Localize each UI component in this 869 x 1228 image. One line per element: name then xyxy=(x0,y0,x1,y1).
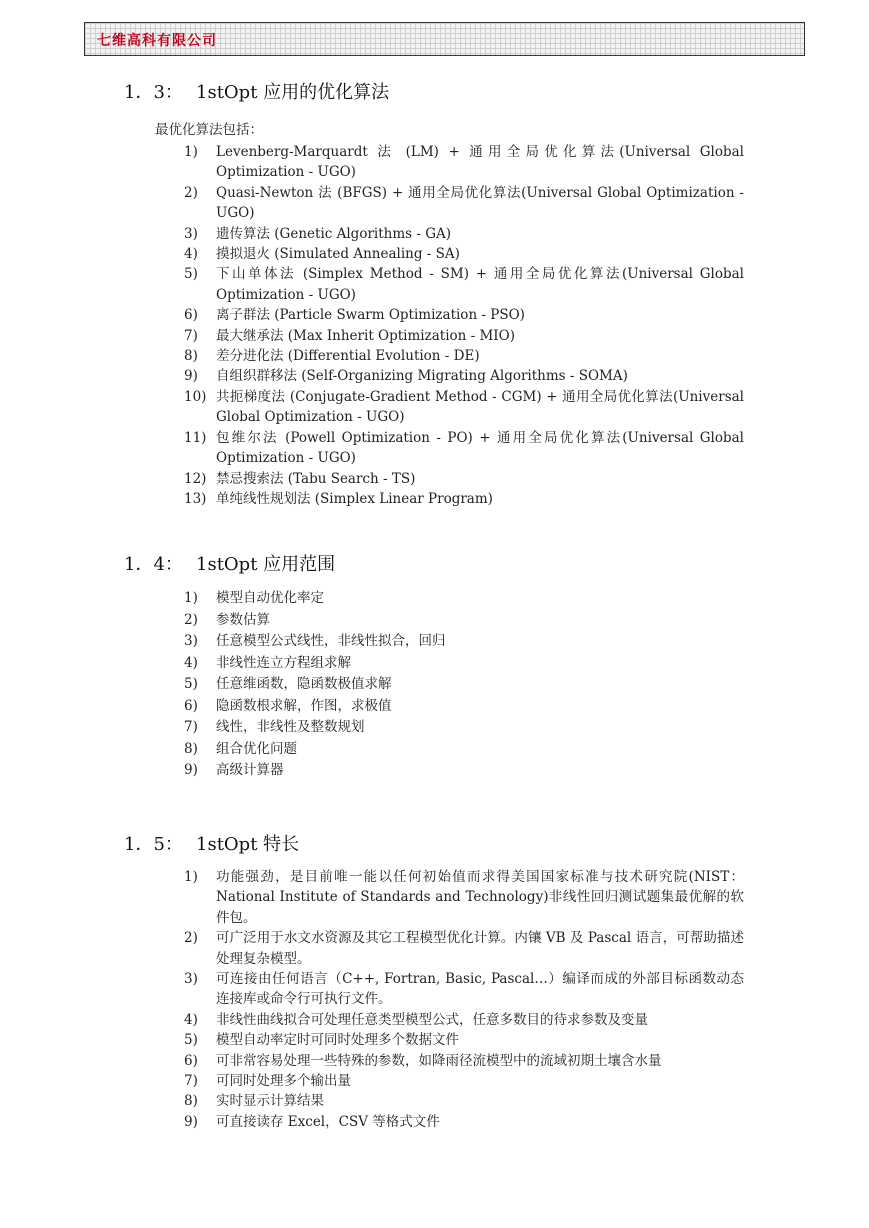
list-item: 7) 可同时处理多个输出量 xyxy=(184,1073,351,1090)
list-item: 3) 可连接由任何语言（C++, Fortran, Basic, Pascal…）编译而成的外部目标函数动态连接库或命令行可执行文件。 xyxy=(184,971,744,1008)
list-item: 4) 非线性曲线拟合可处理任意类型模型公式，任意多数目的待求参数及变量 xyxy=(184,1011,648,1028)
list-item: 4) 非线性连立方程组求解 xyxy=(184,654,351,671)
list-item: 9) 自组织群移法 (Self-Organizing Migrating Algorithms - SOMA) xyxy=(184,368,628,385)
section-number: 1．3： xyxy=(124,82,183,103)
list-item: 1) 模型自动优化率定 xyxy=(184,590,324,606)
list-item: 1) 功能强劲，是目前唯一能以任何初始值而求得美国国家标准与技术研究院(NIST：National Institute of Standards and Technology)非线性回归测试题集最优解的软件包。 xyxy=(184,869,744,926)
list-item: 13) 单纯线性规划法 (Simplex Linear Program) xyxy=(184,490,493,507)
list-item: 1) Levenberg-Marquardt 法 (LM) + 通用全局优化算法(Universal Global Optimization - UGO) xyxy=(184,144,744,181)
features-list xyxy=(184,867,744,1132)
list-item: 9) 高级计算器 xyxy=(184,762,284,778)
list-item: 9) 可直接读存 Excel，CSV 等格式文件 xyxy=(184,1113,440,1130)
application-list xyxy=(184,588,744,782)
list-item: 6) 可非常容易处理一些特殊的参数，如降雨径流模型中的流域初期土壤含水量 xyxy=(184,1052,662,1069)
list-item: 10) 共扼梯度法 (Conjugate-Gradient Method - CGM) + 通用全局优化算法(Universal Global Optimization - UGO) xyxy=(184,388,744,426)
list-item: 6) 隐函数根求解，作图，求极值 xyxy=(184,697,392,714)
list-item: 8) 差分进化法 (Differential Evolution - DE) xyxy=(184,348,480,365)
list-item: 2) Quasi-Newton 法 (BFGS) + 通用全局优化算法(Universal Global Optimization - UGO) xyxy=(184,184,744,222)
section-title: 1stOpt 应用范围 xyxy=(196,554,336,575)
section-title: 1stOpt 特长 xyxy=(196,834,300,855)
list-item: 11) 包维尔法 (Powell Optimization - PO) + 通用全局优化算法(Universal Global Optimization - UGO) xyxy=(184,429,744,467)
algorithm-list xyxy=(184,142,744,509)
section-title: 1stOpt 应用的优化算法 xyxy=(196,82,390,103)
list-item: 2) 可广泛用于水文水资源及其它工程模型优化计算。内镶 VB 及 Pascal 语言，可帮助描述处理复杂模型。 xyxy=(184,930,744,967)
list-item: 7) 最大继承法 (Max Inherit Optimization - MIO) xyxy=(184,327,515,344)
section-number: 1．4： xyxy=(124,554,183,575)
list-item: 12) 禁忌搜索法 (Tabu Search - TS) xyxy=(184,470,416,487)
list-item: 2) 参数估算 xyxy=(184,611,270,628)
page-header xyxy=(84,22,805,56)
section-intro: 最优化算法包括： xyxy=(155,122,263,138)
list-item: 4) 摸拟退火 (Simulated Annealing - SA) xyxy=(184,246,460,263)
list-item: 6) 离子群法 (Particle Swarm Optimization - PSO) xyxy=(184,307,525,324)
list-item: 5) 模型自动率定时可同时处理多个数据文件 xyxy=(184,1032,459,1049)
list-item: 7) 线性，非线性及整数规划 xyxy=(184,719,365,735)
section-heading-1-3 xyxy=(124,78,389,104)
section-heading-1-4 xyxy=(124,550,335,576)
list-item: 5) 任意维函数，隐函数极值求解 xyxy=(184,676,392,692)
list-item: 8) 实时显示计算结果 xyxy=(184,1093,324,1110)
section-heading-1-5 xyxy=(124,830,299,856)
list-item: 8) 组合优化问题 xyxy=(184,740,297,757)
company-name: 七维高科有限公司 xyxy=(97,33,217,49)
list-item: 5) 下山单体法 (Simplex Method - SM) + 通用全局优化算法(Universal Global Optimization - UGO) xyxy=(184,266,744,303)
list-item: 3) 任意模型公式线性，非线性拟合，回归 xyxy=(184,633,446,649)
list-item: 3) 遗传算法 (Genetic Algorithms - GA) xyxy=(184,225,452,242)
section-number: 1．5： xyxy=(124,834,183,855)
